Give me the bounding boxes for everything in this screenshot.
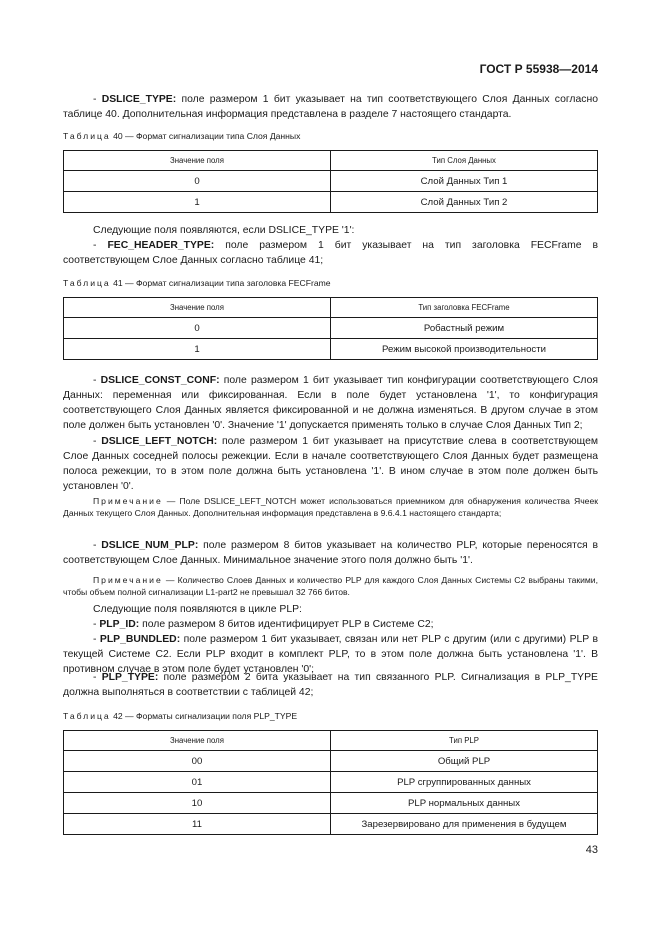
table-cell: Слой Данных Тип 1: [331, 171, 598, 192]
table-header-cell: Значение поля: [64, 298, 331, 318]
table-40: [63, 150, 598, 213]
table-42-caption: Таблица 42 — Форматы сигнализации поля PLP_TYPE: [63, 711, 298, 721]
table-cell: Режим высокой производительности: [331, 339, 598, 360]
paragraph-dslice-num-plp: - DSLICE_NUM_PLP: поле размером 8 битов указывает на количество PLP, которые переносятся в соответствующем Слое Данных. Минимальное значение этого поля должно быть '1'.: [63, 540, 598, 566]
paragraph-plp-id: - PLP_ID: поле размером 8 битов идентифицирует PLP в Системе C2;: [93, 619, 434, 630]
table-42: [63, 730, 598, 835]
document-header: ГОСТ Р 55938—2014: [479, 62, 598, 76]
table-cell: 01: [64, 772, 331, 793]
table-cell: 10: [64, 793, 331, 814]
paragraph-plp-bundled: - PLP_BUNDLED: поле размером 1 бит указывает, связан или нет PLP с другим (или с другими) PLP в текущей Системе C2. Если PLP входит в комплект PLP, то в этом поле должна быть установлена '1'. В противном случае в этом поле будет установлен '0';: [63, 634, 598, 675]
table-cell: 11: [64, 814, 331, 835]
table-cell: Общий PLP: [331, 751, 598, 772]
page-number: 43: [585, 844, 598, 856]
table-row: [64, 772, 598, 793]
table-header-cell: Тип Слоя Данных: [331, 151, 598, 171]
table-row: [64, 171, 598, 192]
field-term: PLP_BUNDLED:: [99, 634, 181, 645]
table-header-cell: Тип заголовка FECFrame: [331, 298, 598, 318]
table-header-cell: Значение поля: [64, 151, 331, 171]
table-row: [64, 318, 598, 339]
table-row: [64, 192, 598, 213]
table-cell: PLP сгруппированных данных: [331, 772, 598, 793]
table-header-row: [64, 151, 598, 171]
field-term: PLP_ID:: [99, 619, 140, 630]
table-row: [64, 339, 598, 360]
paragraph-plp-type: - PLP_TYPE: поле размером 2 бита указывает на тип связанного PLP. Сигнализация в PLP_TYPE должна выполняться в соответствии с таблицей 42;: [63, 672, 598, 698]
table-cell: 0: [64, 171, 331, 192]
table-41-caption: Таблица 41 — Формат сигнализации типа заголовка FECFrame: [63, 278, 331, 288]
paragraph-plp-loop: Следующие поля появляются в цикле PLP:: [93, 604, 302, 615]
table-cell: 1: [64, 192, 331, 213]
table-cell: 0: [64, 318, 331, 339]
table-header-row: [64, 298, 598, 318]
field-term: DSLICE_TYPE:: [101, 94, 177, 105]
table-41: [63, 297, 598, 360]
table-row: [64, 751, 598, 772]
table-row: [64, 793, 598, 814]
table-cell: 00: [64, 751, 331, 772]
table-cell: Робастный режим: [331, 318, 598, 339]
field-term: DSLICE_CONST_CONF:: [100, 375, 220, 386]
table-cell: PLP нормальных данных: [331, 793, 598, 814]
field-term: FEC_HEADER_TYPE:: [107, 240, 215, 251]
paragraph-dslice-const-conf: - DSLICE_CONST_CONF: поле размером 1 бит указывает тип конфигурации соответствующего Слоя Данных: переменная или фиксированная. Если в поле будет установлена '1', то конфигурация соответствующего Слоя Данных является фиксированной и не должна изменяться. В другом случае в этом поле должен быть установлен '0'. Значение '1' допускается применять только в случае Слоя Данных Тип 2;: [63, 375, 598, 431]
field-term: DSLICE_NUM_PLP:: [101, 540, 199, 551]
table-header-row: [64, 731, 598, 751]
table-cell: 1: [64, 339, 331, 360]
table-row: [64, 814, 598, 835]
paragraph-if-type1: Следующие поля появляются, если DSLICE_TYPE '1':: [93, 225, 355, 236]
table-cell: Слой Данных Тип 2: [331, 192, 598, 213]
paragraph-dslice-type: - DSLICE_TYPE: поле размером 1 бит указывает на тип соответствующего Слоя Данных согласно таблице 40. Дополнительная информация представлена в разделе 7 настоящего стандарта.: [63, 94, 598, 120]
note-left-notch: Примечание — Поле DSLICE_LEFT_NOTCH может использоваться приемником для обнаружения количества Ячеек Данных текущего Слоя Данных. Дополнительная информация представлена в 9.6.4.1 настоящего стандарта;: [63, 496, 598, 518]
paragraph-fec-header-type: - FEC_HEADER_TYPE: поле размером 1 бит указывает на тип заголовка FECFrame в соответствующем Слое Данных согласно таблице 41;: [63, 240, 598, 266]
table-40-caption: Таблица 40 — Формат сигнализации типа Слоя Данных: [63, 131, 301, 141]
field-term: PLP_TYPE:: [101, 672, 159, 683]
field-term: DSLICE_LEFT_NOTCH:: [101, 436, 218, 447]
table-header-cell: Значение поля: [64, 731, 331, 751]
note-plp-count: Примечание — Количество Слоев Данных и количество PLP для каждого Слоя Данных Системы C2 выбраны такими, чтобы объем полной сигнализации L1-part2 не превышал 32 766 битов.: [63, 575, 598, 597]
table-cell: Зарезервировано для применения в будущем: [331, 814, 598, 835]
table-header-cell: Тип PLP: [331, 731, 598, 751]
paragraph-dslice-left-notch: - DSLICE_LEFT_NOTCH: поле размером 1 бит указывает на присутствие слева в соответствующем Слое Данных соседней полосы режекции. Если в начале соответствующего Слоя Данных будет размещена полоса режекции, то в этом поле должна быть установлена '1'. В ином случае в этом поле должен быть установлен '0'.: [63, 436, 598, 492]
